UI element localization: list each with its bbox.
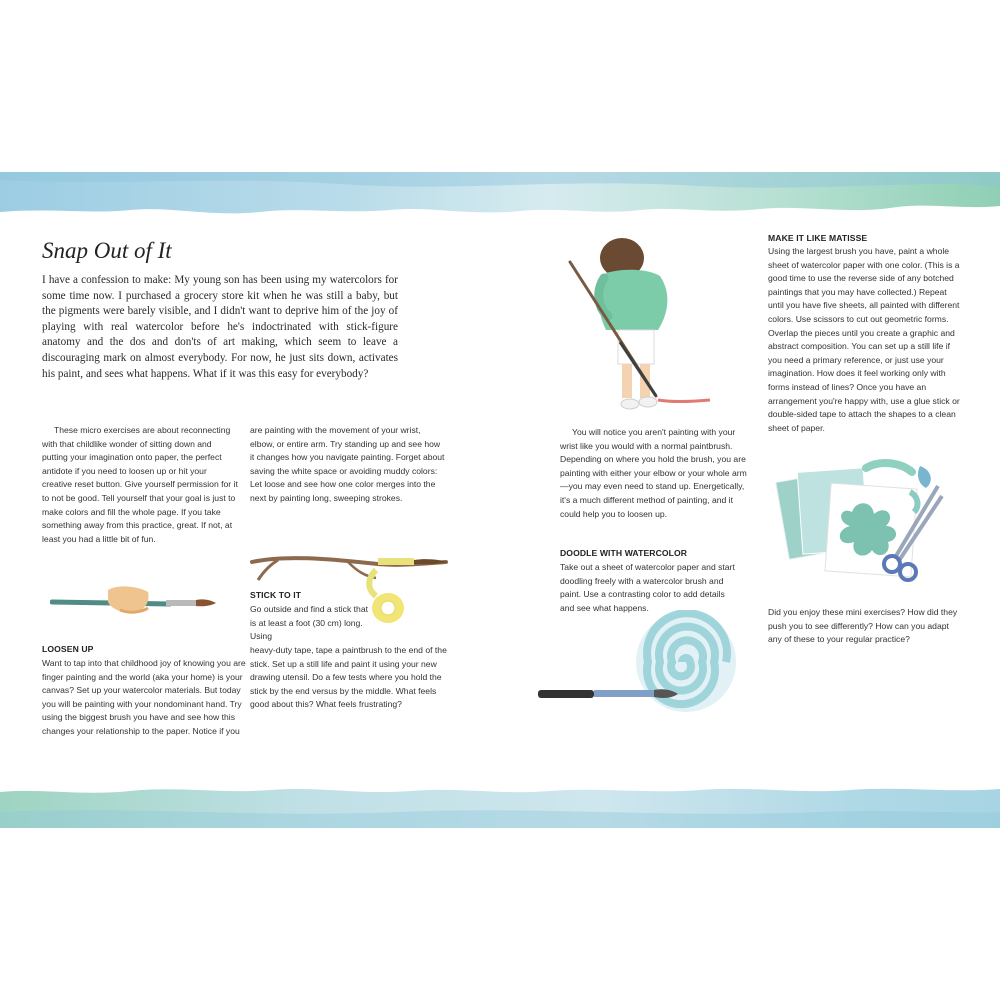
doodle-body: Take out a sheet of watercolor paper and start doodling freely with a watercolor brush and paint. Use a contrasting color to add details and see what happens.: [560, 562, 735, 613]
loosen-up-heading: LOOSEN UP: [42, 644, 94, 654]
matisse-heading: MAKE IT LIKE MATISSE: [768, 233, 868, 243]
hand-holding-brush-illustration: [50, 582, 220, 623]
col1-paragraph: These micro exercises are about reconnecting with that childlike wonder of sitting down and putting your imagination onto paper, the perfect antidote if you need to loosen up or hit your creative reset button. Give yourself permission for it to not be good. Tell yourself that your goal is just to make colors and fill the whole page. If you take something away from this practice, great. If not, at least you had a little bit of fun.: [42, 425, 238, 544]
intro-paragraph: I have a confession to make: My young son has been using my watercolors for some time now. I purchased a grocery store kit when he was still a baby, but the pigments were barely visible, and I didn't want to deprive him of the joy of playing with real watercolor before he's indoctrinated with stick-figure anatomy and the dos and don'ts of art making, which seem to leave a discouraging mark on almost everybody. For now, he just sits down, activates his paint, and sees what happens. What if it was this easy for everybody?: [42, 274, 398, 380]
stick-to-it-heading: STICK TO IT: [250, 590, 302, 600]
top-watercolor-band: [0, 172, 1000, 218]
paper-cutouts-and-scissors-illustration: [770, 456, 950, 591]
col3-paragraph: You will notice you aren't painting with your wrist like you would with a normal paintbrush. Depending on where you hold the brush, you are painting with either your elbow or your whole arm—you may even need to stand up. Energetically, it's a much different method of painting, and it could help you to loosen up.: [560, 427, 747, 519]
bottom-watercolor-band: [0, 782, 1000, 828]
stick-to-it-body: heavy-duty tape, tape a paintbrush to the end of the stick. Set up a still life and paint it using your new drawing utensil. Do a few tests where you hold the stick by the end versus by the middle. What feels good about this? What feels frustrating?: [250, 645, 447, 710]
col2-paragraph: are painting with the movement of your wrist, elbow, or entire arm. Try standing up and see how it changes how you navigate painting. Forget about saving the white space or avoiding muddy colors: Let loose and see how one color merges into the next by painting long, sweeping strokes.: [250, 425, 445, 503]
boy-painting-illustration: [560, 234, 720, 423]
closing-questions: Did you enjoy these mini exercises? How did they push you to see differently? How can you adapt any of these to your regular practice?: [768, 607, 958, 645]
doodle-heading: DOODLE WITH WATERCOLOR: [560, 548, 688, 558]
watercolor-spiral-illustration: [536, 610, 748, 721]
stick-to-it-intro: Go outside and find a stick that is at least a foot (30 cm) long. Using: [250, 604, 368, 642]
page-title: Snap Out of It: [42, 238, 172, 263]
loosen-up-body: Want to tap into that childhood joy of knowing you are finger painting and the world (aka your home) is your canvas? Set up your watercolor materials. But today you will be painting with your nondominant hand. Try using the biggest brush you have and see how this changes your relationship to the paper. Notice if you: [42, 658, 246, 736]
matisse-body: Using the largest brush you have, paint a whole sheet of watercolor paper with one color. (This is a good time to use the reverse side of any botched paintings that you may have collected.) Repeat until you have five sheets, all painted with different colors. Use scissors to cut out geometric forms. Overlap the pieces until you create a graphic and abstract composition. You can set up a still life if you need a primary reference, or just use your imagination. How does it feel working only with forms instead of lines? Once you have an arrangement you're happy with, use a glue stick or double-sided tape to attach the shapes to a clean sheet of paper.: [768, 246, 960, 433]
